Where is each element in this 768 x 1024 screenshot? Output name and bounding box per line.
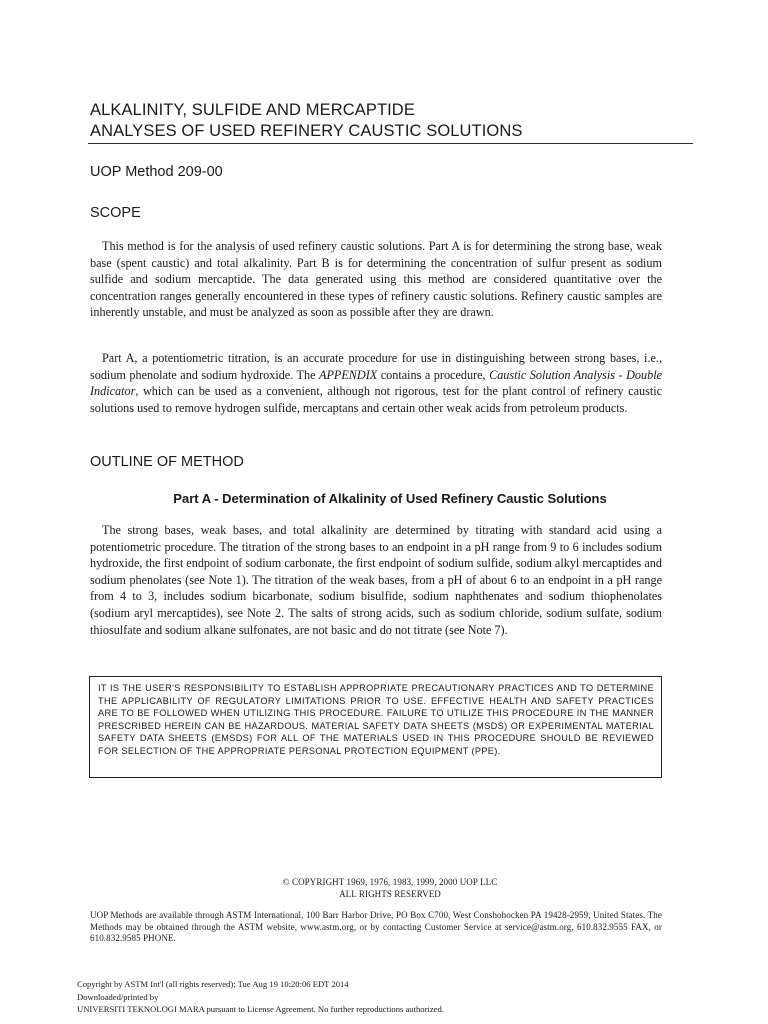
scope-heading: SCOPE bbox=[90, 205, 141, 221]
appendix-reference: APPENDIX bbox=[319, 367, 378, 382]
footer-line-3: UNIVERSITI TEKNOLOGI MARA pursuant to License Agreement. No further reproductions authorized. bbox=[77, 1004, 444, 1014]
copyright-notice bbox=[90, 876, 690, 900]
scope-paragraph-2 bbox=[90, 350, 662, 416]
document-title bbox=[90, 100, 690, 142]
title-divider bbox=[88, 143, 693, 144]
title-line-2: ANALYSES OF USED REFINERY CAUSTIC SOLUTIONS bbox=[90, 122, 523, 140]
procedure-name: Caustic Solution Analysis - Double Indicator bbox=[90, 367, 663, 399]
title-line-1: ALKALINITY, SULFIDE AND MERCAPTIDE bbox=[90, 101, 415, 119]
part-a-paragraph: The strong bases, weak bases, and total alkalinity are determined by titrating with standard acid using a potentiometric procedure. The titration of the strong bases to an endpoint in a pH range from 9 to 6 includes sodium hydroxide, the first endpoint of sodium carbonate, the first endpoint of sodium sulfide, sodium alkyl mercaptides and sodium phenolates (see Note 1). The titration of the weak bases, from a pH of about 6 to an endpoint in a pH range from 4 to 3, includes sodium bicarbonate, sodium bisulfide, sodium naphthenates and sodium thiophenolates (sodium aryl mercaptides), see Note 2. The salts of strong acids, such as sodium chloride, sodium sulfate, sodium thiosulfate and sodium alkane sulfonates, are not basic and do not titrate (see Note 7). bbox=[90, 523, 662, 637]
outline-heading: OUTLINE OF METHOD bbox=[90, 454, 244, 470]
part-a-heading: Part A - Determination of Alkalinity of Used Refinery Caustic Solutions bbox=[173, 491, 607, 506]
footer-line-2: Downloaded/printed by bbox=[77, 991, 159, 1002]
footer-line-1: Copyright by ASTM Int'l (all rights reserved); Tue Aug 19 10:20:06 EDT 2014 bbox=[77, 979, 349, 989]
copyright-line-1: © COPYRIGHT 1969, 1976, 1983, 1999, 2000 UOP LLC bbox=[282, 877, 498, 887]
method-number: UOP Method 209-00 bbox=[90, 164, 223, 180]
scope-paragraph-1: This method is for the analysis of used refinery caustic solutions. Part A is for determining the strong base, weak base (spent caustic) and total alkalinity. Part B is for determining the concentration of sulfur present as sodium sulfide and sodium mercaptide. The data generated using this method are considered quantitative over the concentration ranges generally encountered in these types of refinery caustic solutions. Refinery caustic samples are inherently unstable, and must be analyzed as soon as possible after they are drawn. bbox=[90, 239, 662, 320]
safety-warning-box: IT IS THE USER'S RESPONSIBILITY TO ESTABLISH APPROPRIATE PRECAUTIONARY PRACTICES AND TO DETERMINE THE APPLICABILITY OF REGULATORY LIMITATIONS PRIOR TO USE. EFFECTIVE HEALTH AND SAFETY PRACTICES ARE TO BE FOLLOWED WHEN UTILIZING THIS PROCEDURE. FAILURE TO UTILIZE THIS PROCEDURE IN THE MANNER PRESCRIBED HEREIN CAN BE HAZARDOUS. MATERIAL SAFETY DATA SHEETS (MSDS) OR EXPERIMENTAL MATERIAL SAFETY DATA SHEETS (EMSDS) FOR ALL OF THE MATERIALS USED IN THIS PROCEDURE SHOULD BE REVIEWED FOR SELECTION OF THE APPROPRIATE PERSONAL PROTECTION EQUIPMENT (PPE). bbox=[89, 676, 662, 778]
scope-p2-text-a: Part A, a potentiometric titration, is an accurate procedure for use in distinguishing between strong bases, i.e., sodium phenolate and sodium hydroxide. The bbox=[90, 351, 662, 382]
scope-p2-text-c: , which can be used as a convenient, although not rigorous, test for the plant control of refinery caustic solutions used to remove hydrogen sulfide, mercaptans and certain other weak acids from petroleum products. bbox=[90, 384, 662, 415]
copyright-line-2: ALL RIGHTS RESERVED bbox=[339, 889, 441, 899]
download-footer bbox=[77, 978, 677, 1016]
scope-p2-text-b: contains a procedure, bbox=[377, 367, 490, 382]
availability-notice: UOP Methods are available through ASTM International, 100 Barr Harbor Drive, PO Box C700, West Conshohocken PA 19428-2959, United States. The Methods may be obtained through the ASTM website, www.astm.org, or by contacting Customer Service at service@astm.org, 610.832.9555 FAX, or 610.832.9585 PHONE. bbox=[90, 910, 662, 943]
